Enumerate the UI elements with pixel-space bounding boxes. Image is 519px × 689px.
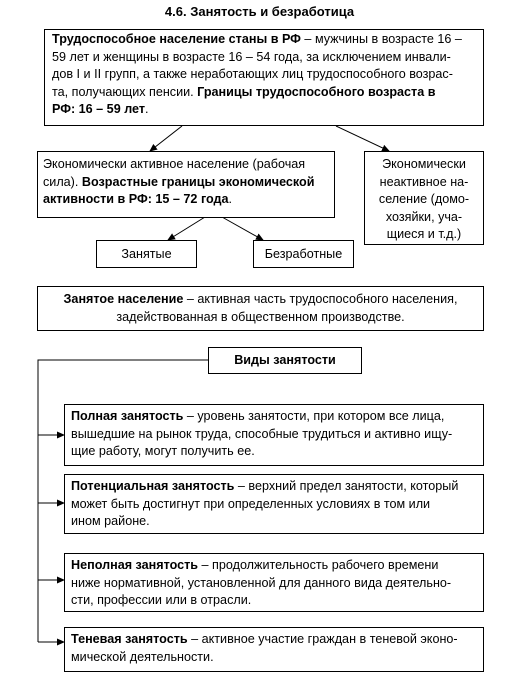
active-population-box — [37, 151, 335, 218]
working-age-line5-end: . — [145, 102, 149, 116]
type-line2: может быть достигнут при определенных условиях в том или — [71, 496, 431, 511]
type-line1: – верхний предел занятости, который — [234, 479, 459, 493]
inactive-line1: Экономически — [382, 157, 466, 171]
type-box-shadow — [64, 627, 484, 672]
type-line2: мической деятельности. — [71, 649, 214, 664]
type-line1: – уровень занятости, при котором все лица, — [183, 409, 445, 423]
active-bounds-value: активности в РФ: 15 – 72 года — [43, 192, 229, 206]
type-term: Теневая занятость — [71, 632, 188, 646]
working-age-term: Трудоспособное население станы в РФ — [52, 32, 301, 46]
type-term: Полная занятость — [71, 409, 184, 423]
working-age-line3: дов I и II групп, а также неработающих лиц трудоспособного возрас- — [52, 67, 453, 81]
active-line3-end: . — [228, 192, 233, 206]
inactive-line3: селение (домо- — [378, 192, 470, 206]
type-line1: – продолжительность рабочего времени — [198, 558, 439, 572]
type-line2: вышедшие на рынок труда, способные трудиться и активно ищу- — [71, 426, 453, 441]
arrow-to-inactive — [336, 126, 389, 151]
active-line2: сила). — [43, 174, 82, 189]
page-title: 4.6. Занятость и безработица — [164, 4, 355, 19]
type-line1: – активное участие граждан в теневой эконо- — [187, 632, 458, 646]
working-age-line4: та, получающих пенсии. — [52, 84, 198, 99]
type-term: Потенциальная занятость — [71, 479, 235, 493]
arrow-to-unemployed — [222, 217, 263, 240]
working-age-bounds-value: РФ: 16 – 59 лет — [52, 102, 146, 116]
type-line3: щие работу, могут получить ее. — [71, 444, 255, 458]
employment-types-label: Виды занятости — [234, 353, 336, 367]
type-box-potential — [64, 474, 484, 534]
type-line3: сти, профессии или в отрасли. — [71, 593, 252, 607]
employed-definition-line2: задействованная в общественном производстве. — [116, 309, 405, 324]
employment-types-header — [208, 347, 362, 374]
working-age-box — [44, 29, 484, 126]
active-line1: Экономически активное население (рабочая — [43, 157, 306, 171]
type-box-partial — [64, 553, 484, 612]
inactive-line4: хозяйки, уча- — [385, 209, 463, 224]
active-bounds-label: Возрастные границы экономической — [81, 174, 315, 189]
arrow-to-active — [150, 126, 182, 151]
unemployed-label: Безработные — [264, 247, 343, 261]
type-line2: ниже нормативной, установленной для данного вида деятельно- — [71, 575, 452, 590]
type-box-full — [64, 404, 484, 466]
employed-label: Занятые — [121, 247, 172, 261]
inactive-population-box — [364, 151, 484, 245]
arrow-to-employed — [168, 217, 205, 240]
type-term: Неполная занятость — [71, 558, 199, 572]
employed-definition-line1: – активная часть трудоспособного населения, — [183, 292, 458, 306]
working-age-line1: – мужчины в возрасте 16 – — [300, 32, 462, 46]
employed-box — [96, 240, 197, 268]
employed-definition-box — [37, 286, 484, 331]
type-line3: ином районе. — [71, 514, 150, 528]
employed-definition-term: Занятое население — [63, 292, 184, 306]
working-age-bounds-label: Границы трудоспособного возраста в — [197, 84, 436, 99]
working-age-line2: 59 лет и женщины в возрасте 16 – 54 года, за исключением инвали- — [52, 49, 451, 64]
inactive-line2: неактивное на- — [379, 174, 469, 189]
unemployed-box — [253, 240, 354, 268]
inactive-line5: щиеся и т.д.) — [386, 227, 462, 241]
